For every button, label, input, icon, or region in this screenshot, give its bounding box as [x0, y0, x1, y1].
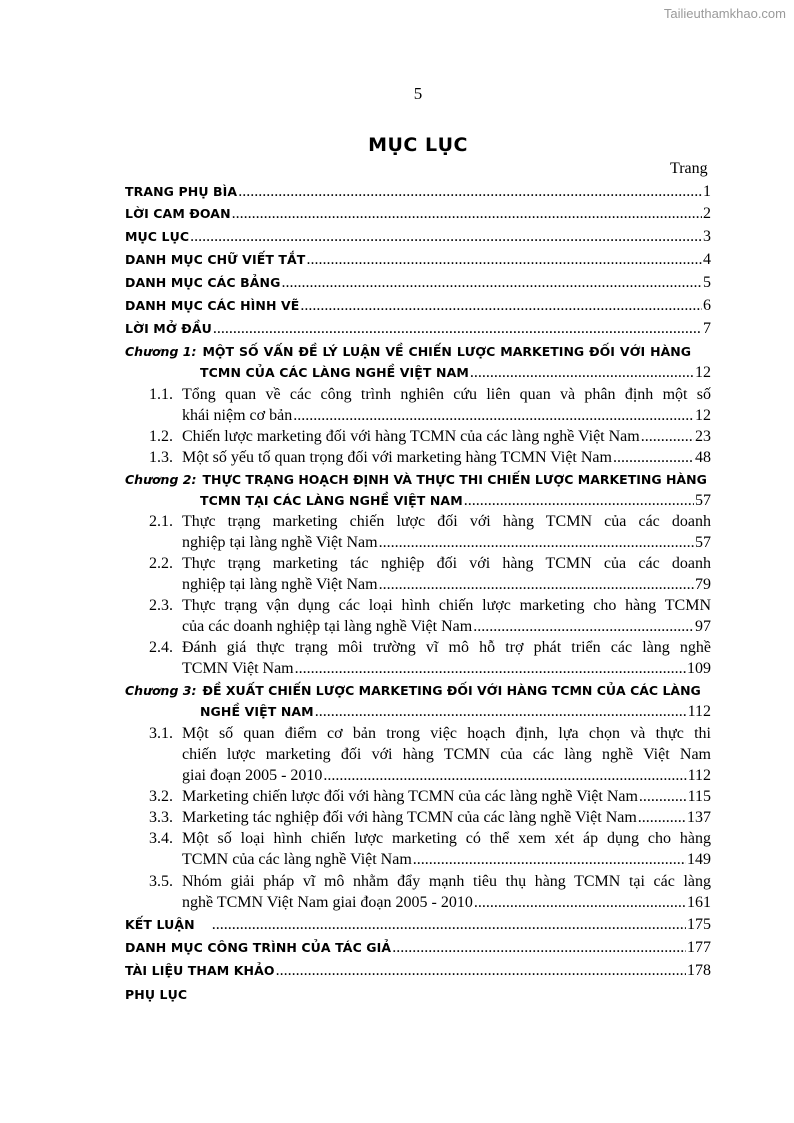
leader-dots	[392, 937, 686, 958]
toc-section[interactable]	[149, 447, 711, 468]
chapter-title: THỰC TRẠNG HOẠCH ĐỊNH VÀ THỰC THI CHIẾN LƯỢC MARKETING HÀNG	[202, 472, 707, 487]
toc-entry-label: TRANG PHỤ BÌA	[125, 184, 238, 199]
section-page: 115	[687, 788, 711, 805]
leader-dots	[315, 701, 687, 722]
toc-entry-page: 7	[703, 320, 711, 337]
toc-entry-label: MỤC LỤC	[125, 229, 190, 244]
leader-dots	[464, 490, 694, 511]
section-number: 3.2.	[149, 788, 173, 805]
leader-dots	[293, 405, 694, 426]
section-title-cont: chiến lược marketing đối với hàng TCMN của các làng nghề Việt Nam	[182, 746, 711, 763]
toc-entry-page: 2	[703, 205, 711, 222]
toc-section-cont[interactable]	[182, 574, 711, 595]
page-column-label: Trang	[670, 160, 708, 177]
toc-section-cont[interactable]	[182, 892, 711, 913]
leader-dots	[473, 616, 694, 637]
toc-section[interactable]	[149, 871, 711, 892]
toc-section[interactable]	[149, 595, 711, 616]
toc-entry-label: DANH MỤC CÁC BẢNG	[125, 275, 281, 290]
section-number: 3.3.	[149, 809, 173, 826]
chapter-prefix: Chương 3:	[125, 683, 197, 698]
toc-section[interactable]	[149, 637, 711, 658]
toc-entry[interactable]	[125, 203, 711, 224]
toc-entry[interactable]	[125, 914, 711, 935]
section-title: Thực trạng marketing chiến lược đối với hàng TCMN của các doanh	[182, 513, 711, 530]
leader-dots	[232, 203, 702, 224]
toc-entry-page: 177	[687, 939, 711, 956]
section-page: 48	[695, 449, 711, 466]
chapter-heading[interactable]	[125, 469, 711, 490]
section-title: Tổng quan về các công trình nghiên cứu liên quan và phân định một số	[182, 386, 711, 403]
section-number: 2.1.	[149, 513, 173, 530]
leader-dots	[641, 426, 694, 447]
toc-section[interactable]	[149, 786, 711, 807]
leader-dots	[213, 318, 702, 339]
section-title-cont: nghiệp tại làng nghề Việt Nam	[182, 534, 378, 551]
chapter-heading[interactable]	[125, 341, 711, 362]
page-number: 5	[413, 84, 423, 103]
toc-entry[interactable]	[125, 984, 711, 1005]
section-title: Một số yếu tố quan trọng đối với marketing hàng TCMN Việt Nam	[182, 449, 612, 466]
leader-dots	[190, 226, 702, 247]
section-page: 161	[687, 894, 711, 911]
section-number: 1.2.	[149, 428, 173, 445]
section-page: 23	[695, 428, 711, 445]
page-title: MỤC LỤC	[368, 134, 468, 156]
toc-entry[interactable]	[125, 318, 711, 339]
toc-section[interactable]	[149, 828, 711, 849]
section-page: 109	[687, 660, 711, 677]
leader-dots	[323, 765, 686, 786]
leader-dots	[295, 658, 686, 679]
chapter-heading[interactable]	[125, 680, 711, 701]
toc-section[interactable]	[149, 426, 711, 447]
toc-entry-page: 6	[703, 297, 711, 314]
chapter-heading-cont[interactable]	[200, 701, 711, 722]
section-title-cont: của các doanh nghiệp tại làng nghề Việt Nam	[182, 618, 473, 635]
toc-section-cont[interactable]	[182, 658, 711, 679]
section-page: 112	[687, 767, 711, 784]
leader-dots	[212, 914, 686, 935]
toc-entry-page: 4	[703, 251, 711, 268]
watermark: Tailieuthamkhao.com	[663, 6, 786, 21]
toc-entry-label: LỜI CAM ĐOAN	[125, 206, 231, 221]
toc-entry[interactable]	[125, 181, 711, 202]
chapter-page: 112	[687, 703, 711, 720]
toc-entry-page: 178	[687, 962, 711, 979]
toc-entry-label: DANH MỤC CHỮ VIẾT TẮT	[125, 252, 306, 267]
toc-entry-page: 1	[703, 183, 711, 200]
toc-section-cont[interactable]	[182, 744, 711, 765]
section-number: 3.5.	[149, 873, 173, 890]
chapter-heading-cont[interactable]	[200, 362, 711, 383]
leader-dots	[638, 807, 686, 828]
section-page: 12	[695, 407, 711, 424]
toc-section-cont[interactable]	[182, 849, 711, 870]
toc-section[interactable]	[149, 723, 711, 744]
section-number: 2.4.	[149, 639, 173, 656]
toc-entry-label: TÀI LIỆU THAM KHẢO	[125, 963, 275, 978]
toc-section[interactable]	[149, 553, 711, 574]
leader-dots	[470, 362, 694, 383]
section-number: 1.3.	[149, 449, 173, 466]
toc-section-cont[interactable]	[182, 532, 711, 553]
chapter-prefix: Chương 1:	[125, 344, 197, 359]
leader-dots	[300, 295, 702, 316]
chapter-title: ĐỀ XUẤT CHIẾN LƯỢC MARKETING ĐỐI VỚI HÀNG TCMN CỦA CÁC LÀNG	[202, 683, 701, 698]
chapter-title: MỘT SỐ VẤN ĐỀ LÝ LUẬN VỀ CHIẾN LƯỢC MARKETING ĐỐI VỚI HÀNG	[202, 344, 691, 359]
leader-dots	[306, 249, 702, 270]
toc-entry[interactable]	[125, 937, 711, 958]
section-title-cont: nghề TCMN Việt Nam giai đoạn 2005 - 2010	[182, 894, 473, 911]
toc-section-cont[interactable]	[182, 765, 711, 786]
section-title: Một số quan điểm cơ bản trong việc hoạch định, lựa chọn và thực thi	[182, 725, 711, 742]
section-number: 2.3.	[149, 597, 173, 614]
toc-entry[interactable]	[125, 960, 711, 981]
toc-section-cont[interactable]	[182, 405, 711, 426]
section-title: Marketing tác nghiệp đối với hàng TCMN của các làng nghề Việt Nam	[182, 809, 637, 826]
toc-entry[interactable]	[125, 226, 711, 247]
chapter-page: 57	[695, 492, 711, 509]
leader-dots	[613, 447, 694, 468]
leader-dots	[379, 532, 694, 553]
toc-entry-page: 3	[703, 228, 711, 245]
section-page: 137	[687, 809, 711, 826]
toc-entry[interactable]	[125, 272, 711, 293]
section-page: 97	[695, 618, 711, 635]
chapter-prefix: Chương 2:	[125, 472, 197, 487]
leader-dots	[238, 181, 702, 202]
section-page: 149	[687, 851, 711, 868]
section-number: 3.4.	[149, 830, 173, 847]
toc-entry-label: DANH MỤC CÁC HÌNH VẼ	[125, 298, 300, 313]
toc-entry-label: DANH MỤC CÔNG TRÌNH CỦA TÁC GIẢ	[125, 940, 392, 955]
leader-dots	[413, 849, 686, 870]
chapter-title-cont: TCMN CỦA CÁC LÀNG NGHỀ VIỆT NAM	[200, 365, 469, 380]
section-title: Marketing chiến lược đối với hàng TCMN của các làng nghề Việt Nam	[182, 788, 638, 805]
section-title: Chiến lược marketing đối với hàng TCMN của các làng nghề Việt Nam	[182, 428, 640, 445]
section-title-cont: TCMN của các làng nghề Việt Nam	[182, 851, 412, 868]
leader-dots	[379, 574, 694, 595]
toc-entry-page: 175	[687, 916, 711, 933]
toc-section[interactable]	[149, 807, 711, 828]
chapter-page: 12	[695, 364, 711, 381]
section-title: Đánh giá thực trạng môi trường vĩ mô hỗ trợ phát triển các làng nghề	[182, 639, 711, 656]
toc-entry[interactable]	[125, 295, 711, 316]
toc-entry-label: LỜI MỞ ĐẦU	[125, 321, 212, 336]
section-title: Thực trạng vận dụng các loại hình chiến lược marketing cho hàng TCMN	[182, 597, 711, 614]
section-title-cont: giai đoạn 2005 - 2010	[182, 767, 323, 784]
leader-dots	[281, 272, 702, 293]
chapter-title-cont: NGHỀ VIỆT NAM	[200, 704, 314, 719]
section-title-cont: nghiệp tại làng nghề Việt Nam	[182, 576, 378, 593]
chapter-heading-cont[interactable]	[200, 490, 711, 511]
section-title-cont: khái niệm cơ bản	[182, 407, 293, 424]
chapter-title-cont: TCMN TẠI CÁC LÀNG NGHỀ VIỆT NAM	[200, 493, 463, 508]
section-number: 2.2.	[149, 555, 173, 572]
section-number: 1.1.	[149, 386, 173, 403]
section-title: Thực trạng marketing tác nghiệp đối với hàng TCMN của các doanh	[182, 555, 711, 572]
section-title: Một số loại hình chiến lược marketing có thể xem xét áp dụng cho hàng	[182, 830, 711, 847]
toc-section[interactable]	[149, 511, 711, 532]
section-title-cont: TCMN Việt Nam	[182, 660, 294, 677]
toc-entry-label: KẾT LUẬN	[125, 917, 195, 932]
section-title: Nhóm giải pháp vĩ mô nhằm đẩy mạnh tiêu thụ hàng TCMN tại các làng	[182, 873, 711, 890]
toc-entry[interactable]	[125, 249, 711, 270]
toc-section-cont[interactable]	[182, 616, 711, 637]
section-number: 3.1.	[149, 725, 173, 742]
leader-dots	[276, 960, 686, 981]
toc-section[interactable]	[149, 384, 711, 405]
section-page: 57	[695, 534, 711, 551]
leader-dots	[639, 786, 687, 807]
section-page: 79	[695, 576, 711, 593]
leader-dots	[474, 892, 686, 913]
toc-entry-page: 5	[703, 274, 711, 291]
toc-entry-label: PHỤ LỤC	[125, 987, 188, 1002]
